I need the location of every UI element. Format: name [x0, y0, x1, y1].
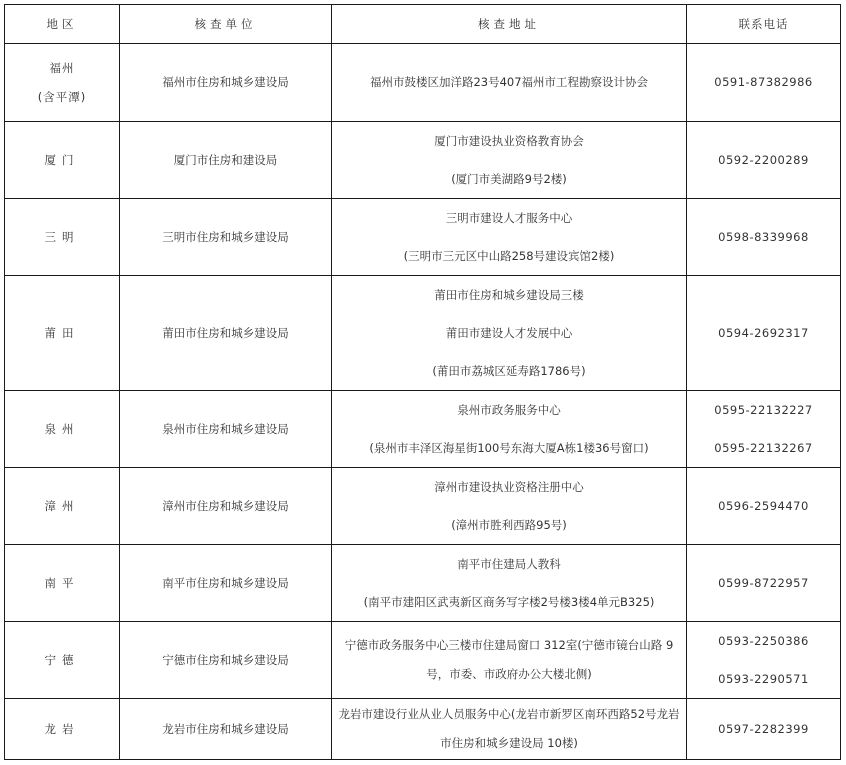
address-cell-line: 福州市鼓楼区加洋路23号407福州市工程勘察设计协会	[369, 75, 649, 89]
region-cell-line: 三明	[44, 229, 80, 244]
address-cell-line: 号，市委、市政府办公大楼北侧)	[426, 667, 592, 681]
unit-cell	[120, 199, 332, 276]
unit-cell-line: 龙岩市住房和城乡建设局	[162, 721, 289, 736]
phone-cell-line: 0595-22132267	[714, 440, 813, 455]
address-cell	[332, 468, 687, 545]
address-cell-line: 龙岩市建设行业从业人员服务中心(龙岩市新罗区南环西路52号龙岩	[338, 707, 680, 721]
address-cell-line: 三明市建设人才服务中心	[445, 210, 573, 225]
address-cell-line: 宁德市政务服务中心三楼市住建局窗口 312室(宁德市镜台山路 9	[344, 638, 674, 652]
phone-cell-line: 0593-2250386	[718, 633, 809, 648]
table-row	[5, 122, 841, 199]
phone-cell	[687, 199, 841, 276]
address-cell-line: (三明市三元区中山路258号建设宾馆2楼)	[403, 248, 615, 263]
phone-cell-line: 0599-8722957	[718, 575, 809, 590]
region-cell	[5, 699, 120, 760]
unit-cell	[120, 545, 332, 622]
table-row	[5, 699, 841, 760]
phone-cell	[687, 44, 841, 122]
address-cell	[332, 122, 687, 199]
address-cell	[332, 622, 687, 699]
phone-cell-line: 0596-2594470	[718, 498, 809, 513]
unit-cell	[120, 122, 332, 199]
phone-cell	[687, 545, 841, 622]
verification-table	[4, 4, 841, 760]
phone-cell	[687, 622, 841, 699]
address-cell-line: (南平市建阳区武夷新区商务写字楼2号楼3楼4单元B325)	[363, 594, 655, 609]
unit-cell-line: 三明市住房和城乡建设局	[162, 229, 289, 244]
header-unit: 核查单位	[120, 5, 332, 44]
address-cell-line: 泉州市政务服务中心	[457, 402, 561, 417]
region-cell-line: 龙岩	[44, 721, 80, 736]
header-region: 地区	[5, 5, 120, 44]
region-cell-line: 泉州	[44, 421, 80, 436]
unit-cell	[120, 391, 332, 468]
address-cell-line: 厦门市建设执业资格教育协会	[434, 133, 584, 148]
region-cell-line: 厦门	[44, 152, 80, 167]
region-cell	[5, 622, 120, 699]
phone-cell-line: 0597-2282399	[718, 721, 809, 736]
region-cell-line: 南平	[44, 575, 80, 590]
address-cell-line: (泉州市丰泽区海星街100号东海大厦A栋1楼36号窗口)	[369, 440, 649, 455]
address-cell-line: (厦门市美湖路9号2楼)	[451, 171, 567, 186]
phone-cell-line: 0593-2290571	[718, 671, 809, 686]
region-cell-line: 莆田	[44, 325, 80, 340]
address-cell	[332, 545, 687, 622]
address-cell	[332, 44, 687, 122]
region-cell	[5, 545, 120, 622]
header-phone: 联系电话	[687, 5, 841, 44]
table-row	[5, 545, 841, 622]
unit-cell-line: 南平市住房和城乡建设局	[162, 575, 289, 590]
region-cell	[5, 468, 120, 545]
region-cell-line: 宁德	[44, 652, 80, 667]
table-row	[5, 44, 841, 122]
table-header-row	[5, 5, 841, 44]
unit-cell-line: 泉州市住房和城乡建设局	[162, 421, 289, 436]
address-cell	[332, 276, 687, 391]
table-body	[5, 44, 841, 760]
table-row	[5, 276, 841, 391]
phone-cell-line: 0594-2692317	[718, 325, 809, 340]
phone-cell-line: 0592-2200289	[718, 152, 809, 167]
phone-cell	[687, 122, 841, 199]
unit-cell	[120, 276, 332, 391]
phone-cell	[687, 699, 841, 760]
unit-cell-line: 漳州市住房和城乡建设局	[162, 498, 289, 513]
region-cell	[5, 276, 120, 391]
address-cell-line: (莆田市荔城区延寿路1786号)	[432, 363, 586, 378]
phone-cell-line: 0598-8339968	[718, 229, 809, 244]
address-cell	[332, 391, 687, 468]
table-row	[5, 622, 841, 699]
unit-cell	[120, 699, 332, 760]
address-cell-line: 莆田市建设人才发展中心	[445, 325, 573, 340]
address-cell-line: 漳州市建设执业资格注册中心	[434, 479, 584, 494]
unit-cell	[120, 468, 332, 545]
header-address: 核查地址	[332, 5, 687, 44]
phone-cell-line: 0595-22132227	[714, 402, 813, 417]
address-cell-line: (漳州市胜利西路95号)	[451, 517, 567, 532]
unit-cell	[120, 44, 332, 122]
address-cell-line: 莆田市住房和城乡建设局三楼	[434, 287, 584, 302]
region-cell	[5, 122, 120, 199]
address-cell-line: 南平市住建局人教科	[457, 556, 561, 571]
unit-cell-line: 厦门市住房和建设局	[173, 152, 278, 167]
phone-cell	[687, 276, 841, 391]
region-cell	[5, 44, 120, 122]
unit-cell-line: 宁德市住房和城乡建设局	[162, 652, 289, 667]
region-cell-line: 漳州	[44, 498, 80, 513]
table-row	[5, 468, 841, 545]
region-cell-line: (含平潭)	[37, 89, 87, 104]
table-row	[5, 199, 841, 276]
region-cell-line: 福州	[49, 60, 75, 75]
unit-cell-line: 莆田市住房和城乡建设局	[162, 325, 289, 340]
phone-cell	[687, 468, 841, 545]
region-cell	[5, 391, 120, 468]
region-cell	[5, 199, 120, 276]
phone-cell	[687, 391, 841, 468]
phone-cell-line: 0591-87382986	[714, 75, 813, 89]
address-cell-line: 市住房和城乡建设局 10楼)	[440, 736, 578, 750]
address-cell	[332, 699, 687, 760]
address-cell	[332, 199, 687, 276]
unit-cell-line: 福州市住房和城乡建设局	[162, 75, 289, 89]
table-row	[5, 391, 841, 468]
unit-cell	[120, 622, 332, 699]
